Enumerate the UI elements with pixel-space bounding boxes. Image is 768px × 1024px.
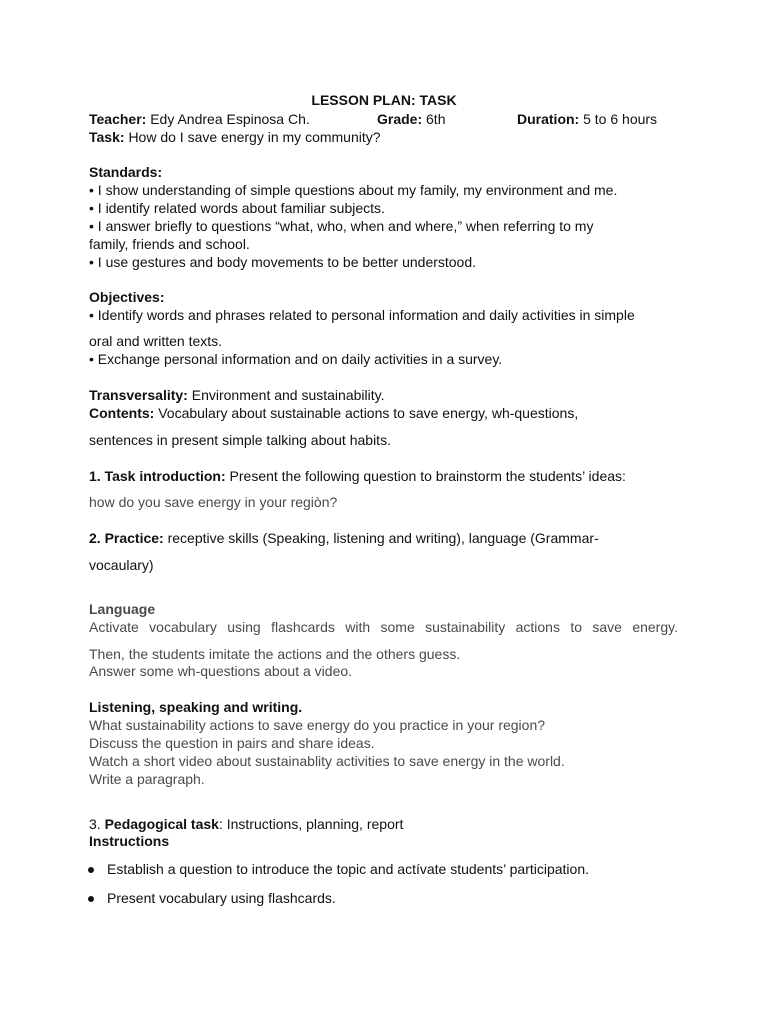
pedagogical-num: 3 (89, 816, 97, 832)
language-word: actions (515, 619, 560, 635)
language-word: vocabulary (149, 619, 217, 635)
pedagogical-label: Pedagogical task (104, 816, 219, 832)
page-title: LESSON PLAN: TASK (311, 92, 457, 108)
standards-heading: Standards: (89, 164, 163, 180)
task-label: Task: (89, 129, 125, 145)
task-line (89, 128, 381, 146)
language-word: with (345, 619, 371, 635)
grade-label: Grade: (377, 111, 423, 127)
grade-value: 6th (426, 111, 446, 127)
language-heading: Language (89, 601, 156, 617)
standards-item: • I identify related words about familiar subjects. (89, 200, 385, 216)
transversality-line (89, 386, 384, 404)
task-intro-text: Present the following question to brainstorm the students’ ideas: (229, 468, 626, 484)
practice-text: receptive skills (Speaking, listening and writing), language (Grammar- (167, 530, 599, 546)
bullet-icon (88, 867, 94, 873)
duration-line (517, 110, 657, 128)
pedagogical-text: : Instructions, planning, report (218, 816, 404, 832)
teacher-label: Teacher: (89, 111, 147, 127)
language-word: Activate (89, 619, 139, 635)
language-line: Then, the students imitate the actions and the others guess. (89, 646, 461, 662)
practice-text-cont: vocaulary) (89, 557, 154, 573)
language-line: Answer some wh-questions about a video. (89, 663, 353, 679)
contents-text-cont: sentences in present simple talking about habits. (89, 432, 391, 448)
standards-item: • I show understanding of simple questions about my family, my environment and me. (89, 182, 618, 198)
lsw-heading: Listening, speaking and writing. (89, 699, 303, 715)
instruction-item: Present vocabulary using flashcards. (107, 890, 336, 906)
language-word: to (570, 619, 583, 635)
standards-item: • I answer briefly to questions “what, who, when and where,” when referring to my (89, 218, 594, 234)
objectives-heading: Objectives: (89, 289, 165, 305)
task-intro-line (89, 467, 626, 485)
standards-item: • I use gestures and body movements to be better understood. (89, 254, 477, 270)
objectives-item: • Exchange personal information and on daily activities in a survey. (89, 351, 503, 367)
objectives-item: • Identify words and phrases related to personal information and daily activities in simple (89, 307, 635, 323)
instruction-item: Establish a question to introduce the topic and actívate students’ participation. (107, 861, 590, 877)
language-word: using (227, 619, 261, 635)
lsw-line: What sustainability actions to save energy do you practice in your region? (89, 717, 546, 733)
task-intro-label: 1. Task introduction: (89, 468, 226, 484)
objectives-item: oral and written texts. (89, 333, 223, 349)
duration-value: 5 to 6 hours (583, 111, 658, 127)
lsw-line: Write a paragraph. (89, 771, 205, 787)
practice-line (89, 529, 599, 547)
contents-line (89, 404, 578, 422)
duration-label: Duration: (517, 111, 580, 127)
instructions-heading: Instructions (89, 833, 170, 849)
teacher-name: Edy Andrea Espinosa Ch. (150, 111, 310, 127)
language-word: energy. (632, 619, 678, 635)
pedagogical-line: 3. Pedagogical task: Instructions, planning, report (89, 816, 404, 832)
practice-label: 2. Practice: (89, 530, 164, 546)
grade-line (377, 110, 445, 128)
language-line-justified (89, 618, 678, 636)
contents-label: Contents: (89, 405, 155, 421)
lsw-line: Watch a short video about sustainablity activities to save energy in the world. (89, 753, 565, 769)
task-value: How do I save energy in my community? (128, 129, 381, 145)
language-word: sustainability (425, 619, 506, 635)
bullet-icon (88, 896, 94, 902)
language-word: some (380, 619, 415, 635)
standards-item: family, friends and school. (89, 236, 250, 252)
transversality-label: Transversality: (89, 387, 188, 403)
contents-text: Vocabulary about sustainable actions to save energy, wh-questions, (158, 405, 579, 421)
language-word: flashcards (271, 619, 335, 635)
task-intro-question: how do you save energy in your regiòn? (89, 494, 338, 510)
lsw-line: Discuss the question in pairs and share ideas. (89, 735, 375, 751)
teacher-line (89, 110, 310, 128)
language-word: save (592, 619, 622, 635)
transversality-text: Environment and sustainability. (191, 387, 385, 403)
